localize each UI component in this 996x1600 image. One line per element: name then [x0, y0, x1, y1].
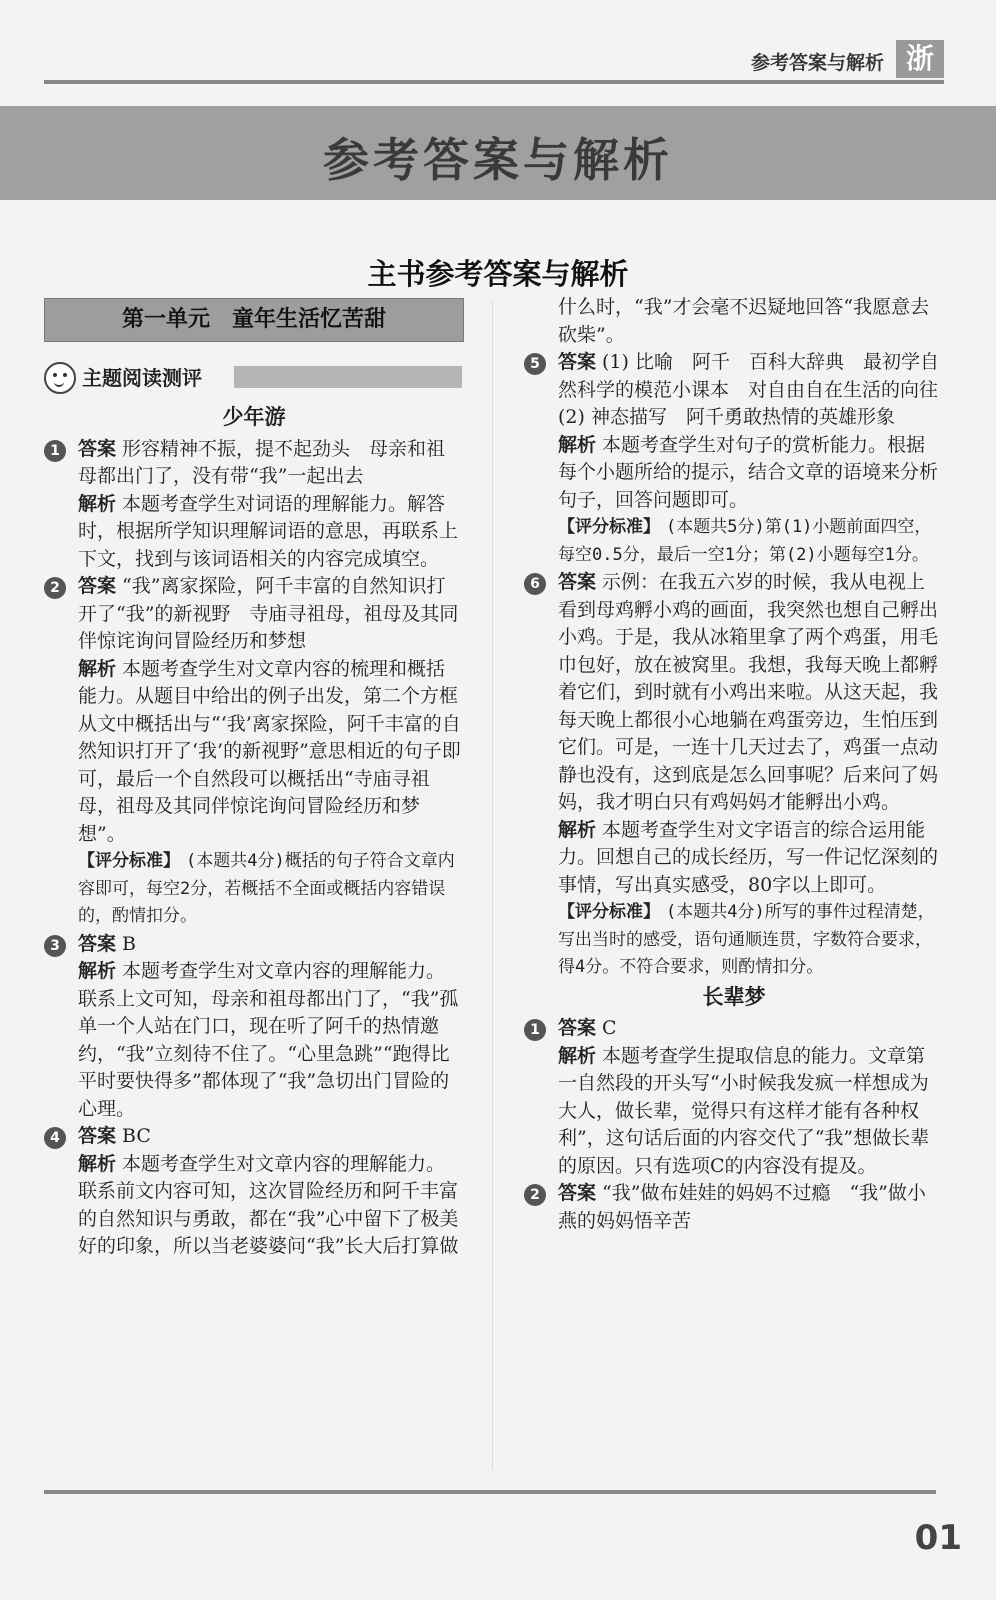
question-number: 2 [524, 1184, 546, 1206]
scoring-label: 【评分标准】 [78, 851, 180, 871]
answer-text: “我”做布娃娃的妈妈不过瘾 “我”做小燕的妈妈悟辛苦 [558, 1182, 926, 1232]
answer-label: 答案 [558, 351, 597, 373]
topic-bar [234, 366, 462, 388]
question-item [524, 1180, 944, 1235]
header-rule [44, 80, 944, 84]
footer-rule [44, 1490, 936, 1494]
answer-label: 答案 [78, 932, 117, 955]
running-title: 参考答案与解析 [750, 52, 884, 74]
column-divider [492, 300, 493, 1470]
analysis-label: 解析 [78, 657, 117, 680]
analysis-text: 本题考查学生提取信息的能力。文章第一自然段的开头写“小时候我发疯一样想成为大人，做长辈，觉得只有这样才能有各种权利”，这句话后面的内容交代了“我”想做长辈的原因。只有选项C的内容没有提及。 [558, 1044, 930, 1177]
answer-text: (1) 比喻 阿千 百科大辞典 最初学自然科学的模范小课本 对自由自在生活的向往 [558, 351, 939, 401]
question-number: 5 [524, 353, 546, 375]
province-badge: 浙 [896, 40, 944, 78]
page-number: 01 [914, 1518, 962, 1558]
analysis-label: 解析 [558, 1044, 597, 1067]
analysis-label: 解析 [558, 433, 597, 456]
answer-text: B [122, 932, 136, 955]
answer-text: C [602, 1017, 617, 1039]
question-item [44, 1123, 464, 1261]
question-item [524, 569, 944, 982]
scoring-text: (本题共4分)所写的事件过程清楚，写出当时的感受，语句通顺连贯，字数符合要求，得4分。不符合要求，则酌情扣分。 [558, 902, 935, 977]
topic-heading [44, 360, 462, 394]
unit-title: 第一单元 童年生活忆苦甜 [44, 298, 464, 342]
answer-text-2: (2) 神态描写 阿千勇敢热情的英雄形象 [558, 406, 895, 428]
analysis-text: 本题考查学生对文章内容的理解能力。联系上文可知，母亲和祖母都出门了，“我”孤单一个人站在门口，现在听了阿千的热情邀约，“我”立刻待不住了。“心里急跳”“跑得比平时要快得多”都体现了“我”急切出门冒险的心理。 [78, 960, 459, 1120]
answer-label: 答案 [78, 1125, 117, 1147]
answer-text: 形容精神不振，提不起劲头 母亲和祖母都出门了，没有带“我”一起出去 [78, 437, 446, 487]
answer-label: 答案 [558, 1017, 597, 1039]
question-item [44, 573, 464, 931]
question-number: 1 [44, 440, 66, 462]
analysis-text: 本题考查学生对句子的赏析能力。根据每个小题所给的提示，结合文章的语境来分析句子，回答问题即可。 [558, 433, 939, 511]
question-item [524, 1015, 944, 1180]
scoring-label: 【评分标准】 [558, 517, 660, 537]
page-subtitle: 主书参考答案与解析 [367, 257, 629, 291]
left-column [44, 402, 464, 1261]
answer-label: 答案 [78, 575, 117, 597]
analysis-label: 解析 [78, 1152, 117, 1175]
analysis-text: 本题考查学生对文字语言的综合运用能力。回想自己的成长经历，写一件记忆深刻的事情，写出真实感受，80字以上即可。 [558, 818, 939, 896]
scoring-label: 【评分标准】 [558, 902, 660, 922]
section-title: 少年游 [222, 405, 286, 429]
question-number: 6 [524, 573, 546, 595]
analysis-label: 解析 [78, 960, 117, 982]
answer-text: “我”离家探险，阿千丰富的自然知识打开了“我”的新视野 寺庙寻祖母，祖母及其同伴惊诧询问冒险经历和梦想 [78, 575, 459, 652]
section-title: 长辈梦 [702, 984, 766, 1009]
answer-text: BC [122, 1125, 151, 1147]
answer-label: 答案 [558, 571, 597, 593]
question-item [44, 931, 464, 1124]
question-number: 1 [524, 1019, 546, 1041]
continuation-text: 什么时，“我”才会毫不迟疑地回答“我愿意去砍柴”。 [558, 296, 930, 346]
analysis-text: 本题考查学生对文章内容的理解能力。联系前文内容可知，这次冒险经历和阿千丰富的自然知识与勇敢，都在“我”心中留下了极美好的印象，所以当老婆婆问“我”长大后打算做 [78, 1152, 459, 1257]
banner-title: 参考答案与解析 [323, 133, 673, 187]
question-item [524, 349, 944, 569]
reader-face-icon [44, 362, 76, 394]
topic-label: 主题阅读测评 [82, 366, 202, 390]
right-column [524, 294, 944, 1235]
question-number: 3 [44, 935, 66, 957]
scoring-text: (本题共4分)概括的句子符合文章内容即可，每空2分，若概括不全面或概括内容错误的，酌情扣分。 [78, 851, 455, 926]
question-number: 2 [44, 577, 66, 599]
analysis-label: 解析 [78, 492, 117, 515]
analysis-text: 本题考查学生对文章内容的梳理和概括能力。从题目中给出的例子出发，第二个方框从文中概括出与“‘我’离家探险，阿千丰富的自然知识打开了‘我’的新视野”意思相近的句子即可，最后一个自然段可以概括出“寺庙寻祖母，祖母及其同伴惊诧询问冒险经历和梦想”。 [78, 657, 461, 845]
question-item [44, 436, 464, 574]
analysis-label: 解析 [558, 818, 597, 841]
analysis-text: 本题考查学生对词语的理解能力。解答时，根据所学知识理解词语的意思，再联系上下文，找到与该词语相关的内容完成填空。 [78, 492, 459, 570]
answer-label: 答案 [558, 1182, 597, 1204]
question-number: 4 [44, 1127, 66, 1149]
answer-label: 答案 [78, 437, 117, 460]
answer-text: 示例：在我五六岁的时候，我从电视上看到母鸡孵小鸡的画面，我突然也想自己孵出小鸡。于是，我从冰箱里拿了两个鸡蛋，用毛巾包好，放在被窝里。我想，我每天晚上都孵着它们，到时就有小鸡出来啦。从这天起，我每天晚上都很小心地躺在鸡蛋旁边，生怕压到它们。可是，一连十几天过去了，鸡蛋一点动静也没有，这到底是怎么回事呢？后来问了妈妈，我才明白只有鸡妈妈才能孵出小鸡。 [558, 571, 939, 813]
scoring-text: (本题共5分)第(1)小题前面四空，每空0.5分，最后一空1分；第(2)小题每空1分。 [558, 517, 932, 565]
